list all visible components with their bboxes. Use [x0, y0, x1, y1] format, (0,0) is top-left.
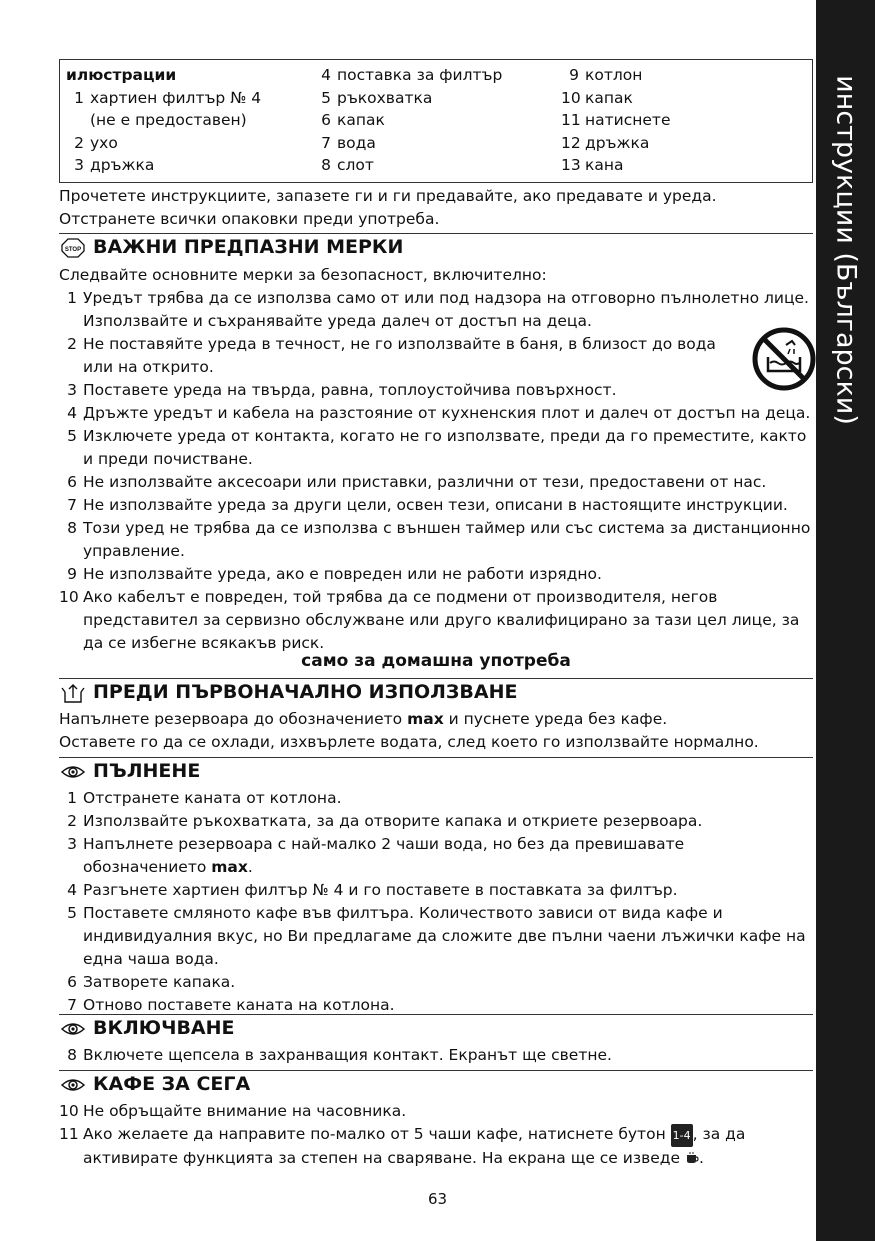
list-item: 8 слот	[321, 156, 374, 174]
strength-button-glyph: 1-4	[671, 1124, 693, 1147]
list-item: 4 поставка за филтър	[321, 66, 503, 84]
eye-icon	[61, 1019, 85, 1039]
list-item: 11 натиснете	[561, 111, 671, 129]
stop-icon	[61, 238, 85, 258]
coffee-now-header	[59, 1070, 813, 1100]
safety-list	[59, 287, 811, 655]
list-item: 12 дръжка	[561, 133, 650, 152]
list-item: 8 Включете щепсела в захранващия контакт. Екранът ще светне.	[67, 1046, 612, 1064]
list-item: 6 капак	[321, 111, 385, 129]
safety-lead: Следвайте основните мерки за безопасност, включително:	[59, 266, 547, 284]
safety-title: ВАЖНИ ПРЕДПАЗНИ МЕРКИ	[93, 236, 404, 258]
list-item: 3 Напълнете резервоара с най-малко 2 чаши вода, но без да превишавате обозначението max.	[67, 835, 685, 876]
list-item: 6 Затворете капака.	[67, 973, 236, 991]
list-item: 5 ръкохватка	[321, 88, 433, 107]
list-item: 4 Дръжте уредът и кабела на разстояние от кухненския плот и далеч от достъп на деца.	[67, 404, 811, 422]
first-use-text: Напълнете резервоара до обозначението max и пуснете уреда без кафе. Оставете го да се охлади, изхвърлете водата, след което го използвайте нормално.	[59, 710, 759, 751]
list-item: (не е предоставен)	[90, 111, 247, 129]
filling-title: ПЪЛНЕНЕ	[93, 760, 201, 782]
list-item: 13 кана	[561, 156, 624, 174]
side-title: инструкции (Български)	[830, 75, 862, 425]
illustrations-col-1	[66, 64, 261, 177]
list-item: 1 хартиен филтър № 4	[74, 88, 262, 107]
intro-text: Прочетете инструкциите, запазете ги и ги предавайте, ако предавате и уреда. Отстранете всички опаковки преди употреба.	[59, 187, 717, 228]
list-item: 11 Ако желаете да направите по-малко от 5 чаши кафе, натиснете бутон 1-4 , за да активирате функцията за степен на сваряване. На екрана ще се изведе .	[59, 1125, 746, 1167]
no-bath-icon	[752, 327, 816, 391]
list-item: 1 Отстранете каната от котлона.	[67, 789, 342, 807]
list-item: 5 Поставете смляното кафе във филтъра. Количеството зависи от вида кафе и индивидуалния вкус, но Ви предлагаме да сложите две пълни чаени лъжички кафе на една чаша вода.	[67, 904, 806, 968]
filling-header	[59, 757, 813, 787]
list-item: 8 Този уред не трябва да се използва с външен таймер или със система за дистанционно управление.	[67, 519, 811, 560]
list-item: 2 ухо	[74, 133, 118, 152]
switch-on-list	[59, 1044, 811, 1067]
list-item: 2 Не поставяйте уреда в течност, не го използвайте в баня, в близост до вода или на открито.	[67, 335, 716, 376]
switch-on-title: ВКЛЮЧВАНЕ	[93, 1017, 235, 1039]
illustrations-box	[59, 59, 813, 183]
list-item: 3 Поставете уреда на твърда, равна, топлоустойчива повърхност.	[67, 381, 617, 399]
coffee-now-title: КАФЕ ЗА СЕГА	[93, 1073, 251, 1095]
list-item: 10 капак	[561, 88, 633, 107]
list-item: 7 вода	[321, 133, 376, 152]
list-item: 5 Изключете уреда от контакта, когато не го използвате, преди да го преместите, както и преди почистване.	[67, 427, 807, 468]
first-use-title: ПРЕДИ ПЪРВОНАЧАЛНО ИЗПОЛЗВАНЕ	[93, 681, 518, 703]
list-item: 3 дръжка	[74, 156, 155, 174]
safety-header	[59, 233, 813, 263]
list-item: 9 котлон	[569, 66, 643, 84]
first-use-header	[59, 678, 813, 708]
box-open-icon	[61, 683, 85, 703]
list-item: 1 Уредът трябва да се използва само от или под надзора на отговорно пълнолетно лице. Използвайте и съхранявайте уреда далеч от достъп на деца.	[67, 289, 809, 330]
illustrations-col-3	[561, 64, 671, 177]
list-item: 10 Ако кабелът е повреден, той трябва да се подмени от производителя, негов представител за сервизно обслужване или друго квалифицирано за тази цел лице, за да се избегне всякакъв риск.	[59, 588, 800, 652]
list-item: 7 Не използвайте уреда за други цели, освен тези, описани в настоящите инструкции.	[67, 496, 788, 514]
eye-icon	[61, 762, 85, 782]
coffee-now-list	[59, 1100, 811, 1170]
list-item: 9 Не използвайте уреда, ако е повреден или не работи изрядно.	[67, 565, 602, 583]
list-item: 2 Използвайте ръкохватката, за да отворите капака и откриете резервоара.	[67, 812, 703, 830]
switch-on-header	[59, 1014, 813, 1044]
page-number: 63	[427, 1190, 448, 1208]
cup-icon	[685, 1151, 699, 1165]
illustrations-heading: илюстрации	[66, 66, 177, 84]
filling-list	[59, 787, 811, 1017]
list-item: 6 Не използвайте аксесоари или приставки, различни от тези, предоставени от нас.	[67, 473, 767, 491]
illustrations-col-2	[321, 64, 502, 177]
svg-text:STOP: STOP	[64, 247, 82, 253]
list-item: 10 Не обръщайте внимание на часовника.	[59, 1102, 407, 1120]
eye-icon	[61, 1075, 85, 1095]
list-item: 7 Отново поставете каната на котлона.	[67, 996, 395, 1014]
home-use-note: само за домашна употреба	[301, 651, 571, 671]
list-item: 4 Разгънете хартиен филтър № 4 и го поставете в поставката за филтър.	[67, 881, 678, 899]
